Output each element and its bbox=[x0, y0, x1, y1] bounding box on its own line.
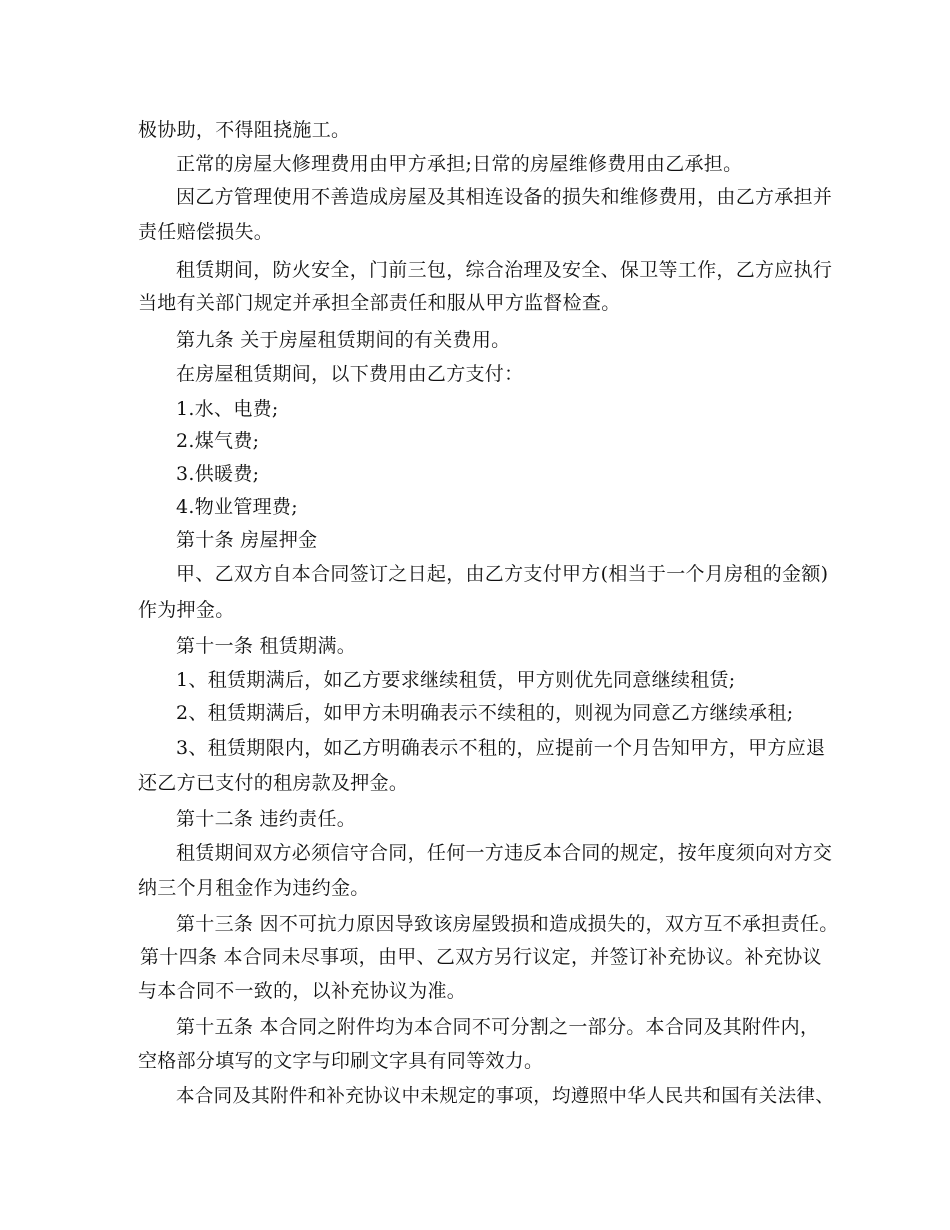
list-item: 3.供暖费; bbox=[176, 463, 260, 485]
text-line: 因乙方管理使用不善造成房屋及其相连设备的损失和维修费用，由乙方承担并 bbox=[176, 186, 833, 208]
text-line: 在房屋租赁期间，以下费用由乙方支付： bbox=[176, 363, 524, 385]
list-item: 1、租赁期满后，如乙方要求继续租赁，甲方则优先同意继续租赁; bbox=[176, 669, 736, 691]
list-item: 2.煤气费; bbox=[176, 430, 260, 452]
section-heading: 第十二条 违约责任。 bbox=[176, 808, 357, 830]
text-line: 与本合同不一致的，以补充协议为准。 bbox=[138, 980, 467, 1002]
text-line: 还乙方已支付的租房款及押金。 bbox=[138, 772, 409, 794]
section-heading: 第十五条 本合同之附件均为本合同不可分割之一部分。本合同及其附件内， bbox=[176, 1016, 820, 1038]
list-item: 4.物业管理费; bbox=[176, 496, 298, 518]
list-item: 3、租赁期限内，如乙方明确表示不租的，应提前一个月告知甲方，甲方应退 bbox=[176, 737, 826, 759]
text-line: 极协助，不得阻挠施工。 bbox=[138, 119, 351, 141]
text-line: 甲、乙双方自本合同签订之日起，由乙方支付甲方(相当于一个月房租的金额) bbox=[176, 563, 829, 585]
text-line: 租赁期间双方必须信守合同，任何一方违反本合同的规定，按年度须向对方交 bbox=[176, 842, 833, 864]
section-heading: 第十四条 本合同未尽事项，由甲、乙双方另行议定，并签订补充协议。补充协议 bbox=[140, 946, 822, 968]
text-line: 租赁期间，防火安全，门前三包，综合治理及安全、保卫等工作，乙方应执行 bbox=[176, 259, 833, 281]
text-line: 作为押金。 bbox=[138, 599, 235, 621]
section-heading: 第十三条 因不可抗力原因导致该房屋毁损和造成损失的，双方互不承担责任。 bbox=[176, 913, 839, 935]
section-heading: 第九条 关于房屋租赁期间的有关费用。 bbox=[176, 329, 511, 351]
text-line: 责任赔偿损失。 bbox=[138, 221, 274, 243]
text-line: 当地有关部门规定并承担全部责任和服从甲方监督检查。 bbox=[138, 292, 621, 314]
text-line: 本合同及其附件和补充协议中未规定的事项，均遵照中华人民共和国有关法律、 bbox=[176, 1086, 835, 1107]
section-heading: 第十条 房屋押金 bbox=[176, 529, 318, 551]
list-item: 1.水、电费; bbox=[176, 398, 279, 420]
text-line: 正常的房屋大修理费用由甲方承担;日常的房屋维修费用由乙承担。 bbox=[176, 153, 743, 175]
section-heading: 第十一条 租赁期满。 bbox=[176, 635, 357, 657]
text-line: 纳三个月租金作为违约金。 bbox=[138, 877, 370, 899]
list-item: 2、租赁期满后，如甲方未明确表示不续租的，则视为同意乙方继续承租; bbox=[176, 702, 794, 724]
text-line: 空格部分填写的文字与印刷文字具有同等效力。 bbox=[138, 1050, 544, 1072]
